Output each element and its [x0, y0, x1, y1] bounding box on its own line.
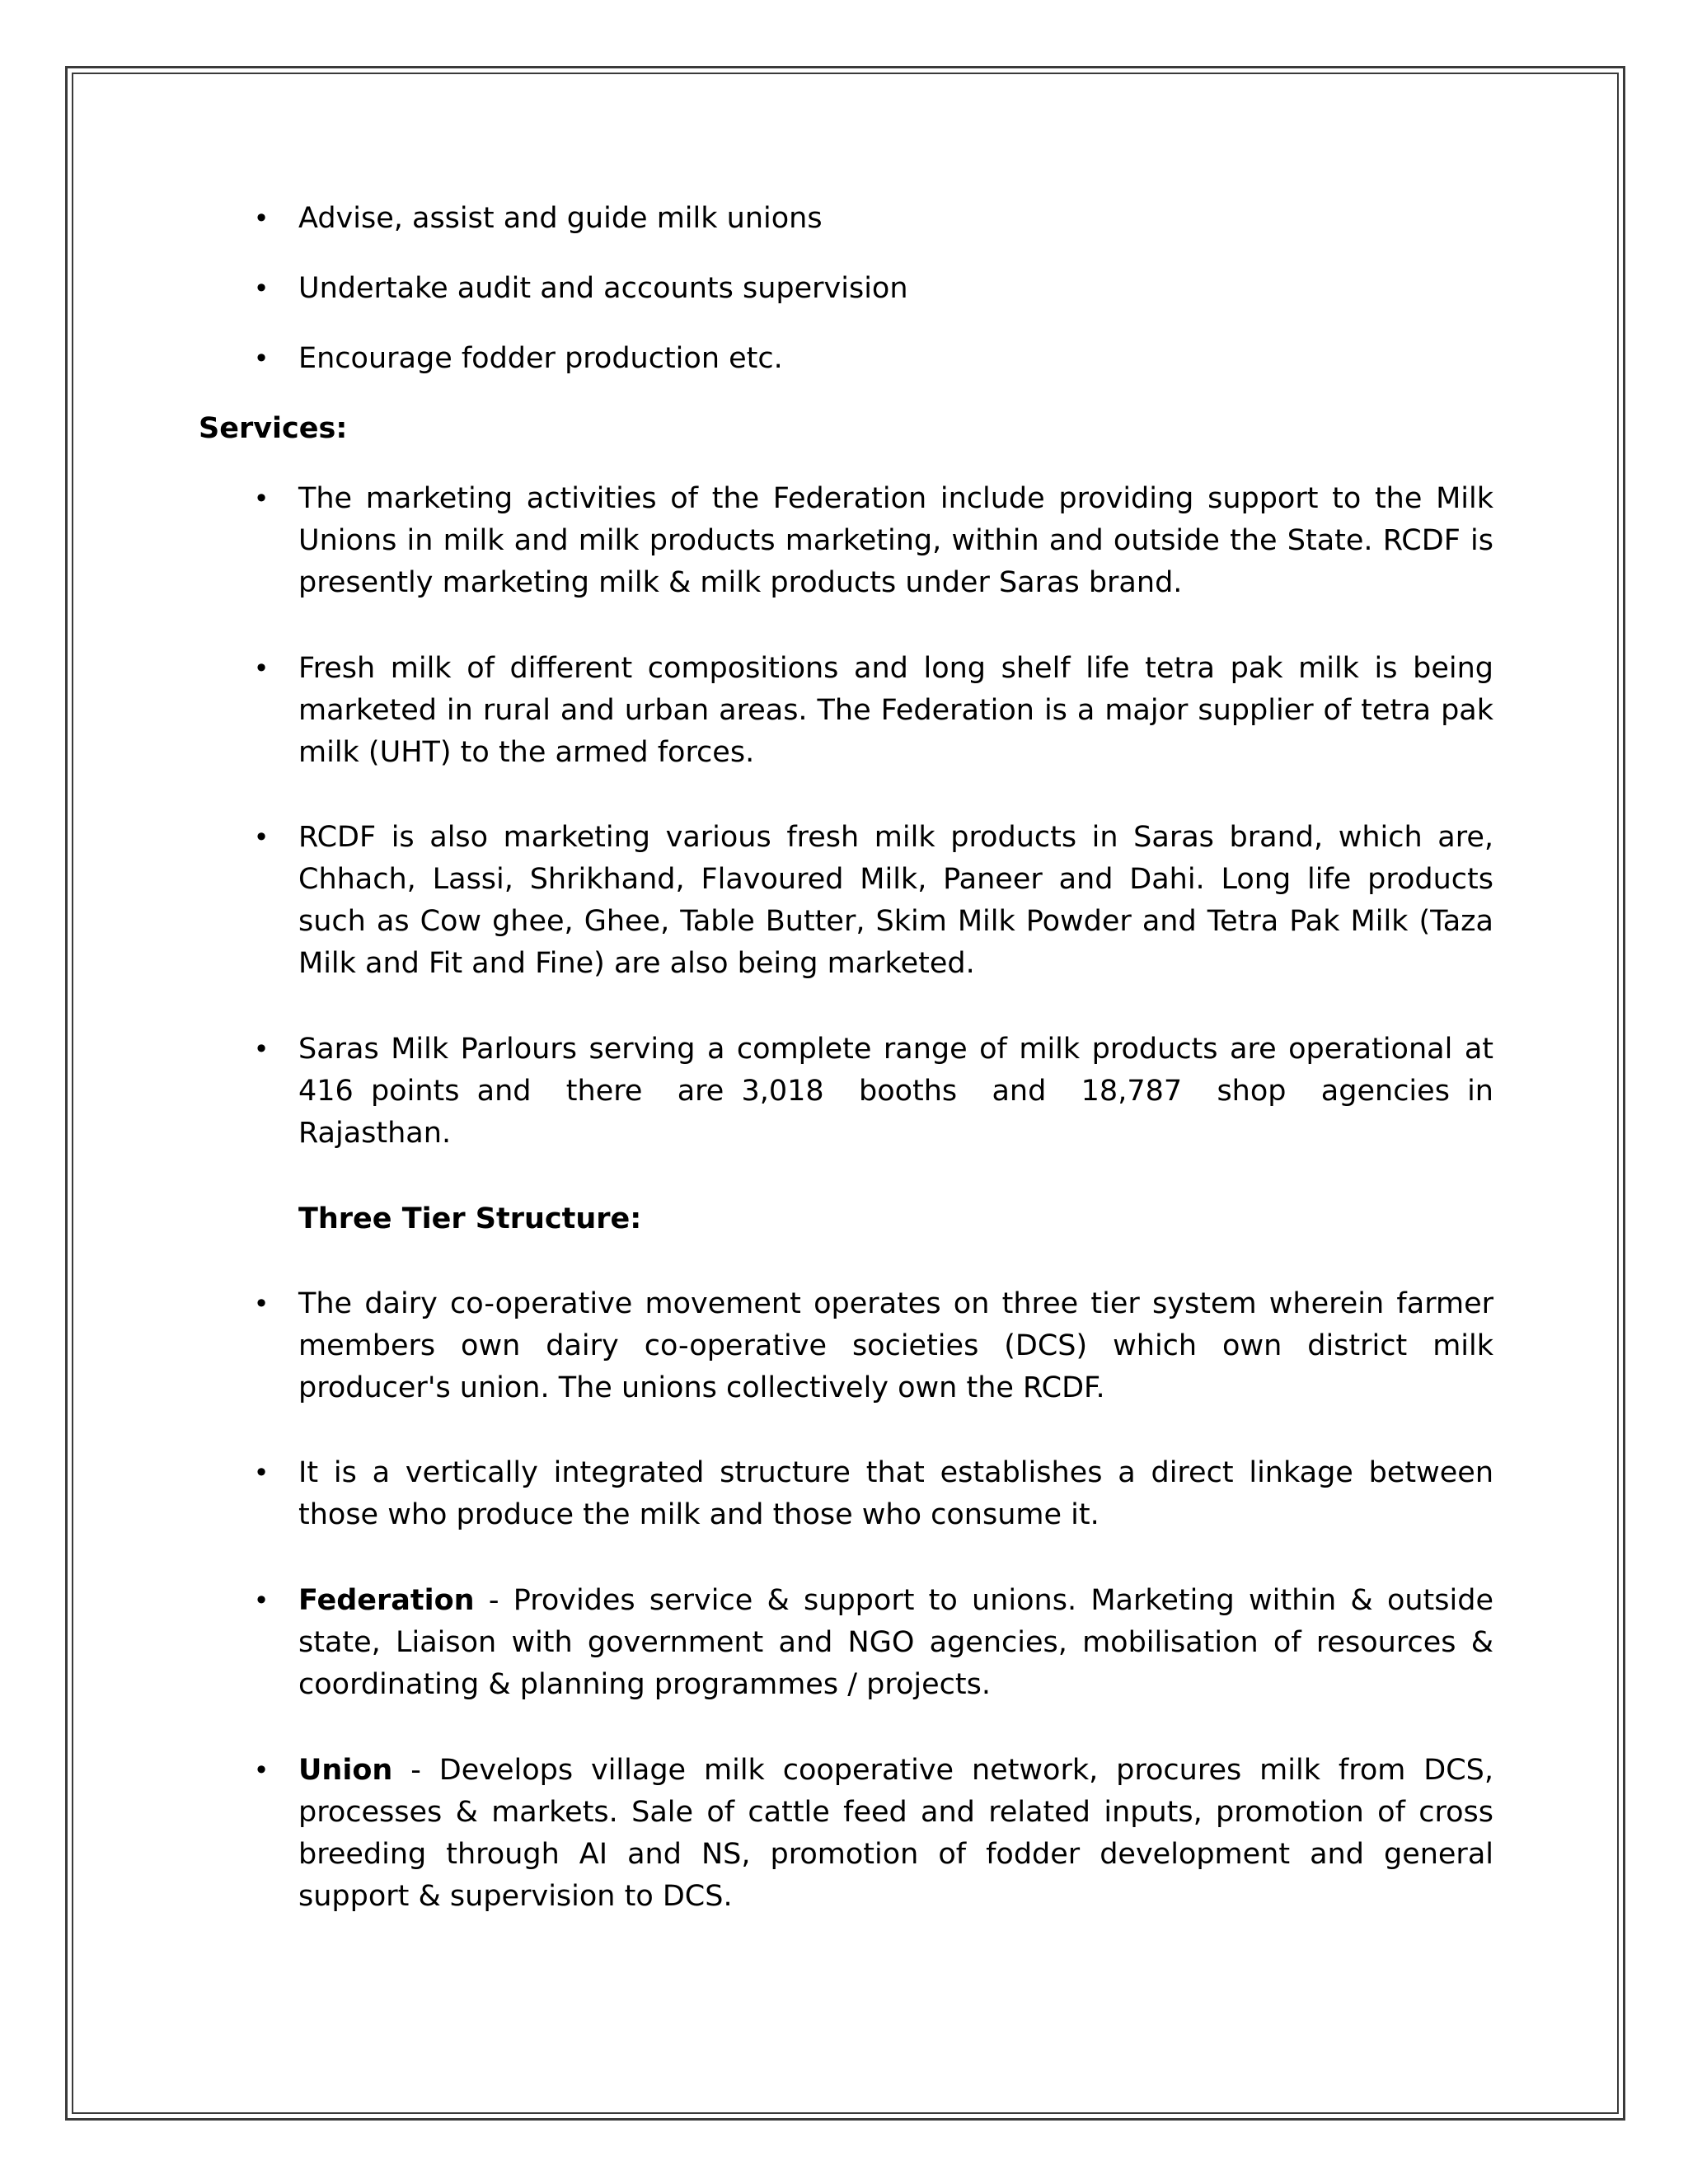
bullet-icon: • — [253, 822, 270, 853]
bullet-text: Advise, assist and guide milk unions — [298, 202, 823, 235]
list-item — [253, 1580, 1493, 1706]
bullet-text: Rajasthan. — [298, 1117, 452, 1150]
bullet-icon: • — [253, 1585, 270, 1616]
bullet-icon: • — [253, 653, 270, 684]
list-item — [253, 1029, 1512, 1155]
list-item — [253, 1452, 1493, 1536]
list-item — [253, 1283, 1493, 1409]
list-item — [253, 648, 1493, 774]
list-item — [253, 338, 1493, 380]
bullet-text: It is a vertically integrated structure that establishes a direct linkage between those who produce the milk and those who consume it. — [298, 1456, 1493, 1531]
list-item — [253, 817, 1493, 985]
bullet-icon: • — [253, 203, 270, 234]
bullet-text: Saras Milk Parlours serving a complete range of milk products are operational at 416 points and there are 3,018 booths and 18,787 shop agencies in — [298, 1033, 1512, 1108]
bullet-icon: • — [253, 1755, 270, 1786]
bullet-text: Encourage fodder production etc. — [298, 342, 783, 375]
bullet-icon: • — [253, 343, 270, 374]
bullet-text: Fresh milk of different compositions and long shelf life tetra pak milk is being marketed in rural and urban areas. The Federation is a major supplier of tetra pak milk (UHT) to the armed forces. — [298, 652, 1493, 769]
bullet-icon: • — [253, 1288, 270, 1319]
bullet-text: Undertake audit and accounts supervision — [298, 272, 908, 305]
union-label: Union — [298, 1754, 393, 1787]
bullet-text: - Provides service & support to unions. Marketing within & outside state, Liaison with government and NGO agencies, mobilisation of resources & coordinating & planning programmes / projects. — [298, 1584, 1493, 1701]
bullet-text: RCDF is also marketing various fresh milk products in Saras brand, which are, Chhach, Lassi, Shrikhand, Flavoured Milk, Paneer and Dahi. Long life products such as Cow ghee, Ghee, Table Butter, Skim Milk Powder and Tetra Pak Milk (Taza Milk and Fit and Fine) are also being marketed. — [298, 821, 1493, 980]
services-heading: Services: — [199, 412, 348, 445]
bullet-icon: • — [253, 1033, 270, 1065]
bullet-text: The dairy co-operative movement operates on three tier system wherein farmer members own dairy co-operative societies (DCS) which own district milk producer's union. The unions collectively own the RCDF. — [298, 1287, 1493, 1404]
list-item — [253, 1750, 1493, 1918]
list-item — [253, 198, 1493, 240]
list-item — [253, 478, 1493, 604]
bullet-icon: • — [253, 483, 270, 514]
bullet-icon: • — [253, 1457, 270, 1488]
bullet-icon: • — [253, 273, 270, 304]
three-tier-heading: Three Tier Structure: — [298, 1202, 642, 1235]
bullet-text: - Develops village milk cooperative network, procures milk from DCS, processes & markets. Sale of cattle feed and related inputs, promotion of cross breeding through AI and NS, promotion of fodder development and general support & supervision to DCS. — [298, 1754, 1493, 1913]
federation-label: Federation — [298, 1584, 475, 1617]
bullet-text: The marketing activities of the Federation include providing support to the Milk Unions in milk and milk products marketing, within and outside the State. RCDF is presently marketing milk & milk products under Saras brand. — [298, 482, 1493, 599]
list-item — [253, 268, 1493, 310]
